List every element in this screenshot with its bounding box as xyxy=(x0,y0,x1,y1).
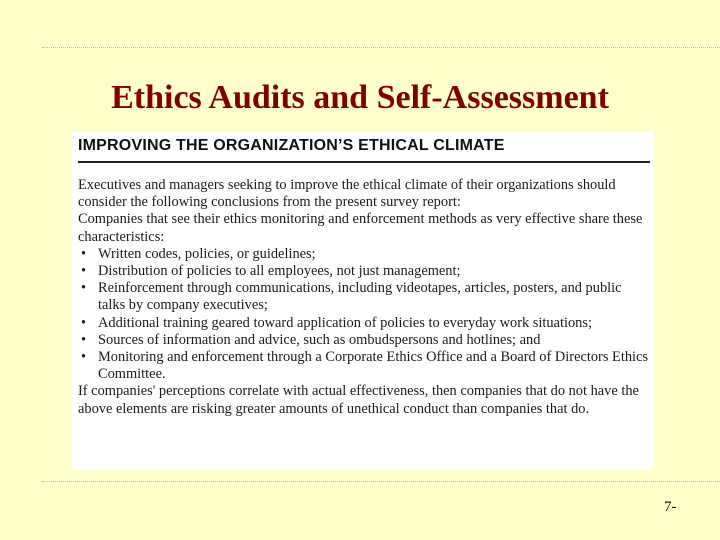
list-item-text: Additional training geared toward application of policies to everyday work situations; xyxy=(98,314,592,331)
list-item xyxy=(78,246,650,263)
slide-title: Ethics Audits and Self-Assessment xyxy=(111,79,609,116)
list-item-text: Monitoring and enforcement through a Corporate Ethics Office and a Board of Directors Ethics Committee. xyxy=(98,349,649,383)
list-item-text: Sources of information and advice, such as ombudspersons and hotlines; and xyxy=(98,331,541,348)
header-rule xyxy=(78,161,650,163)
list-item xyxy=(78,315,650,332)
bullet-icon: • xyxy=(81,331,87,348)
list-item-text: Written codes, policies, or guidelines; xyxy=(98,245,316,262)
bullet-icon: • xyxy=(81,263,87,280)
bullet-icon: • xyxy=(81,245,87,262)
list-item-text: Reinforcement through communications, including videotapes, articles, posters, and public talks by company executives; xyxy=(98,280,622,314)
list-item-text: Distribution of policies to all employees, not just management; xyxy=(98,263,461,280)
top-divider xyxy=(42,47,720,48)
bullet-icon: • xyxy=(81,280,87,297)
textbox-header: IMPROVING THE ORGANIZATION’S ETHICAL CLIMATE xyxy=(78,137,505,154)
lead-paragraph: Companies that see their ethics monitoring and enforcement methods as very effective share these characteristics: xyxy=(78,211,643,245)
characteristics-list xyxy=(78,246,650,384)
conclusion-paragraph: If companies' perceptions correlate with actual effectiveness, then companies that do not have the above elements are risking greater amounts of unethical conduct than companies that do. xyxy=(78,383,639,417)
slide-number: 7- xyxy=(664,499,677,515)
list-item xyxy=(78,263,650,280)
bullet-icon: • xyxy=(81,349,87,366)
bottom-divider xyxy=(42,481,720,482)
intro-paragraph: Executives and managers seeking to improve the ethical climate of their organizations should consider the following conclusions from the present survey report: xyxy=(78,177,616,211)
list-item xyxy=(78,349,650,383)
list-item xyxy=(78,280,650,314)
textbox-body xyxy=(78,177,650,418)
scanned-textbox xyxy=(72,132,654,470)
bullet-icon: • xyxy=(81,314,87,331)
list-item xyxy=(78,332,650,349)
